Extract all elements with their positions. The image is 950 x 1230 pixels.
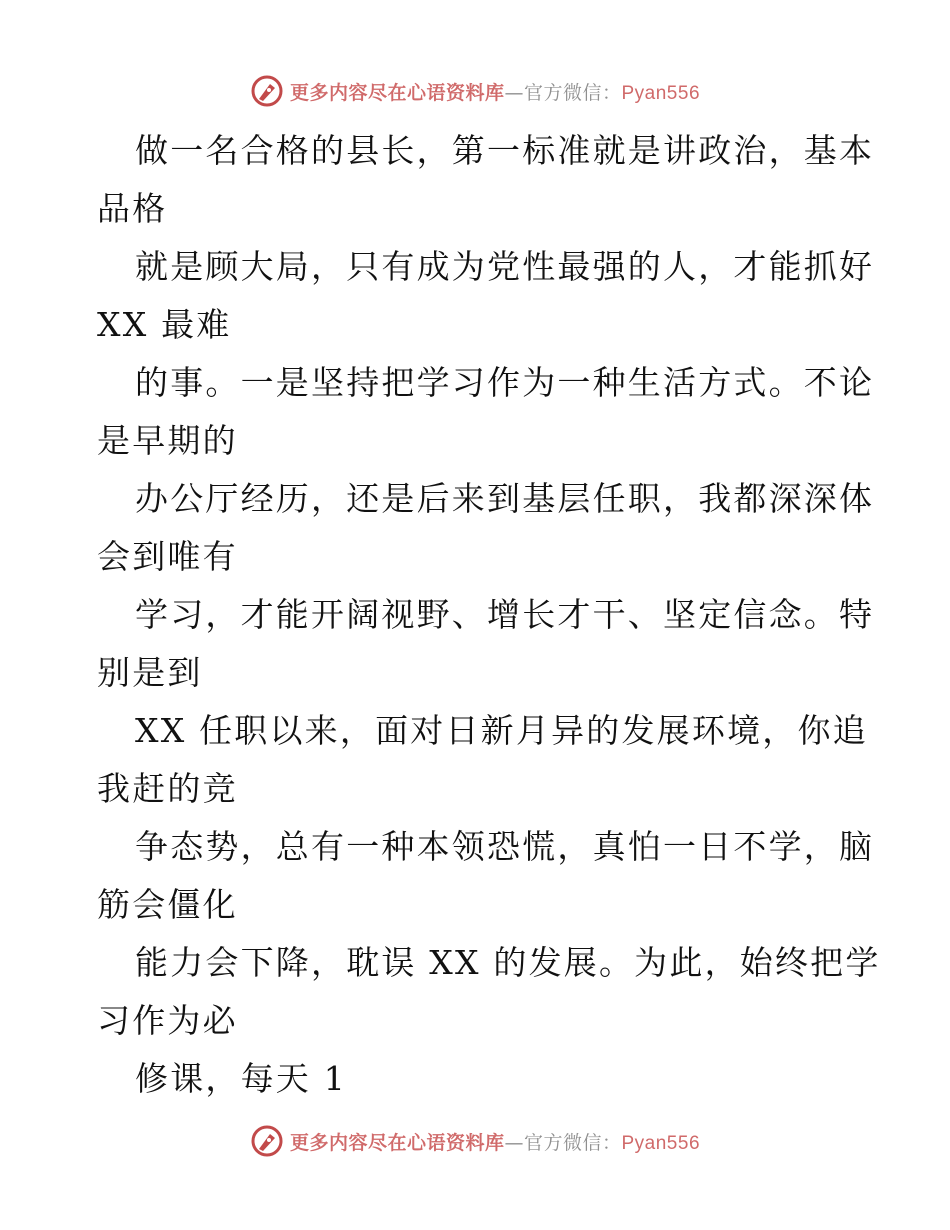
footer-watermark	[0, 1121, 950, 1161]
body-line: 是早期的	[97, 421, 238, 460]
body-line: 学习，才能开阔视野、增长才干、坚定信念。特	[135, 595, 875, 634]
body-line: 筋会僵化	[97, 885, 238, 924]
pen-nib-logo-icon	[250, 74, 284, 108]
body-line: 办公厅经历，还是后来到基层任职，我都深深体	[135, 479, 875, 518]
body-line: 修课，每天 1	[135, 1059, 347, 1098]
watermark-account: Pyan556	[621, 1132, 701, 1154]
body-line: 习作为必	[97, 1001, 238, 1040]
body-line: XX 任职以来，面对日新月异的发展环境，你追	[135, 711, 868, 750]
body-line: 品格	[97, 189, 168, 228]
body-line: 做一名合格的县长，第一标准就是讲政治，基本	[135, 131, 875, 170]
watermark-separator: —官方微信：	[504, 81, 622, 104]
watermark-text	[290, 78, 700, 105]
body-line: 会到唯有	[97, 537, 238, 576]
document-body	[97, 122, 881, 1108]
body-line: 就是顾大局，只有成为党性最强的人，才能抓好	[135, 247, 875, 286]
body-line: 争态势，总有一种本领恐慌，真怕一日不学，脑	[135, 827, 875, 866]
watermark-brand: 更多内容尽在心语资料库	[289, 81, 505, 104]
body-line: 的事。一是坚持把学习作为一种生活方式。不论	[135, 363, 875, 402]
body-line: 能力会下降，耽误 XX 的发展。为此，始终把学	[135, 943, 881, 982]
header-watermark	[0, 71, 950, 111]
body-line: 别是到	[97, 653, 203, 692]
watermark-text	[290, 1128, 700, 1155]
watermark-separator: —官方微信：	[504, 1131, 622, 1154]
pen-nib-logo-icon	[250, 1124, 284, 1158]
watermark-account: Pyan556	[621, 82, 701, 104]
body-line: 我赶的竞	[97, 769, 238, 808]
body-line: XX 最难	[97, 305, 232, 344]
watermark-brand: 更多内容尽在心语资料库	[289, 1131, 505, 1154]
